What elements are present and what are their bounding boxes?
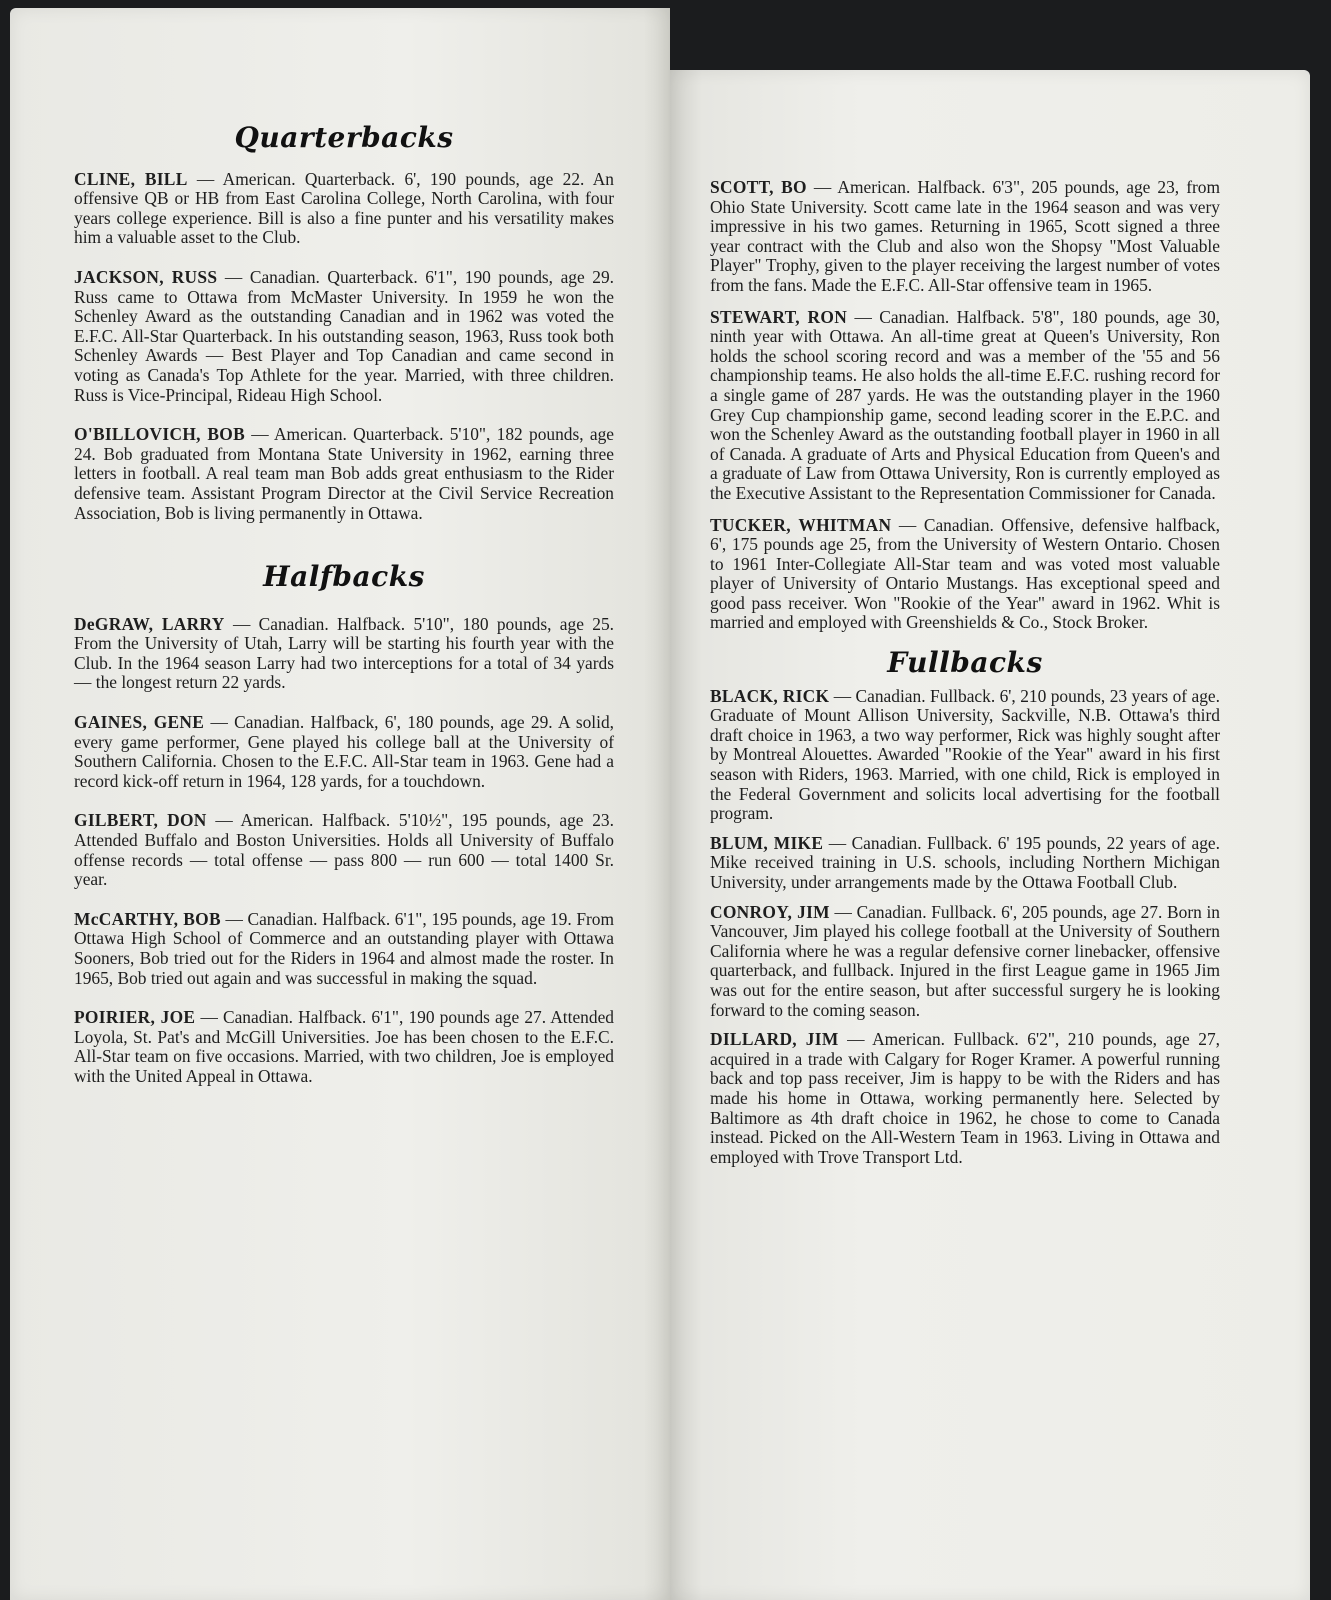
player-entry: DILLARD, JIM — American. Fullback. 6'2", 210 pounds, age 27, acquired in a trade with Calgary for Roger Kramer. A powerful running back and top pass receiver, Jim is happy to be with the Riders and has made his home in Ottawa, working permanently here. Selected by Baltimore as 4th draft choice in 1962, he chose to come to Canada instead. Picked on the All-Western Team in 1963. Living in Ottawa and employed with Trove Transport Ltd. <box>710 1029 1220 1167</box>
player-entry: CONROY, JIM — Canadian. Fullback. 6', 205 pounds, age 27. Born in Vancouver, Jim played his college football at the University of Southern California where he was a regular defensive corner linebacker, offensive quarterback, and fullback. Injured in the first League game in 1965 Jim was out for the entire season, but after successful surgery he is looking forward to the coming season. <box>710 901 1220 1020</box>
player-name: JACKSON, RUSS <box>74 266 218 287</box>
player-name: BLUM, MIKE <box>710 832 824 853</box>
player-name: O'BILLOVICH, BOB <box>74 424 246 445</box>
player-name: DeGRAW, LARRY <box>74 613 225 634</box>
player-name: TUCKER, WHITMAN <box>710 514 892 535</box>
player-bio: Canadian. Halfback, 6', 180 pounds, age 29. A solid, every game performer, Gene played his college ball at the University of Southern California. Chosen to the E.F.C. All-Star team in 1963. Gene had a record kick-off return in 1964, 128 yards, for a touchdown. <box>74 712 615 791</box>
section-heading-fullbacks: Fullbacks <box>887 646 1043 680</box>
right-page <box>670 70 1310 1600</box>
player-name: DILLARD, JIM <box>710 1029 839 1050</box>
player-bio: American. Quarterback. 6', 190 pounds, age 22. An offensive QB or HB from East Carolina College, North Carolina, with four years college experience. Bill is also a fine punter and his versatility makes him a valuable asset to the Club. <box>74 168 614 248</box>
player-name: BLACK, RICK <box>710 685 830 706</box>
player-entry: STEWART, RON — Canadian. Halfback. 5'8", 180 pounds, age 30, ninth year with Ottawa. An all-time great at Queen's University, Ron holds the school scoring record and was a member of the '55 and 56 championship teams. He also holds the all-time E.F.C. rushing record for a single game of 287 yards. He was the outstanding player in the 1960 Grey Cup championship game, second leading scorer in the E.P.C. and won the Schenley Award as the outstanding football player in 1960 in all of Canada. A graduate of Arts and Physical Education from Queen's and a graduate of Law from Ottawa University, Ron is currently employed as the Executive Assistant to the Representation Commissioner for Canada. <box>710 306 1220 503</box>
player-entry: BLUM, MIKE — Canadian. Fullback. 6' 195 pounds, 22 years of age. Mike received training in U.S. schools, including Northern Michigan University, under arrangements made by the Ottawa Football Club. <box>710 832 1220 892</box>
player-bio: Canadian. Halfback. 5'8", 180 pounds, age 30, ninth year with Ottawa. An all-time great at Queen's University, Ron holds the school scoring record and was a member of the '55 and 56 championship teams. He also holds the all-time E.F.C. rushing record for a single game of 287 yards. He was the outstanding player in the 1960 Grey Cup championship game, second leading scorer in the E.P.C. and won the Schenley Award as the outstanding football player in 1960 in all of Canada. A graduate of Arts and Physical Education from Queen's and a graduate of Law from Ottawa University, Ron is currently employed as the Executive Assistant to the Representation Commissioner for Canada. <box>710 306 1220 503</box>
player-name: McCARTHY, BOB <box>74 908 221 929</box>
player-bio: American. Quarterback. 5'10", 182 pounds, age 24. Bob graduated from Montana State University in 1962, earning three letters in football. A real team man Bob adds great enthusiasm to the Rider defensive team. Assistant Program Director at the Civil Service Recreation Association, Bob is living permanently in Ottawa. <box>74 424 614 523</box>
player-bio: Canadian. Halfback. 6'1", 195 pounds, age 19. From Ottawa High School of Commerce and an outstanding player with Ottawa Sooners, Bob tried out for the Riders in 1964 and almost made the roster. In 1965, Bob tried out again and was successful in making the squad. <box>74 908 615 988</box>
player-bio: American. Halfback. 6'3", 205 pounds, age 23, from Ohio State University. Scott came late in the 1964 season and was very impressive in his two games. Returning in 1965, Scott signed a three year contract with the Club and also won the Shopsy "Most Valuable Player" Trophy, given to the player receiving the largest number of votes from the fans. Made the E.F.C. All-Star offensive team in 1965. <box>710 177 1220 295</box>
player-name: STEWART, RON <box>710 306 848 327</box>
player-entry: BLACK, RICK — Canadian. Fullback. 6', 210 pounds, 23 years of age. Graduate of Mount Allison University, Sackville, N.B. Ottawa's third draft choice in 1963, a two way performer, Rick was highly sought after by Montreal Alouettes. Awarded "Rookie of the Year" award in his first season with Riders, 1963. Married, with one child, Rick is employed in the Federal Government and solicits local advertising for the football program. <box>710 685 1220 824</box>
player-entry: SCOTT, BO — American. Halfback. 6'3", 205 pounds, age 23, from Ohio State University. Scott came late in the 1964 season and was very impressive in his two games. Returning in 1965, Scott signed a three year contract with the Club and also won the Shopsy "Most Valuable Player" Trophy, given to the player receiving the largest number of votes from the fans. Made the E.F.C. All-Star offensive team in 1965. <box>710 177 1220 295</box>
player-name: SCOTT, BO <box>710 177 807 197</box>
player-bio: American. Halfback. 5'10½", 195 pounds, age 23. Attended Buffalo and Boston Universities. Holds all University of Buffalo offense records — total offense — pass 800 — run 600 — total 1400 Sr. year. <box>74 810 614 890</box>
player-bio: Canadian. Halfback. 5'10", 180 pounds, age 25. From the University of Utah, Larry will be starting his fourth year with the Club. In the 1964 season Larry had two interceptions for a total of 34 yards — the longest return 22 yards. <box>74 613 614 693</box>
player-entry: O'BILLOVICH, BOB — American. Quarterback. 5'10", 182 pounds, age 24. Bob graduated from Montana State University in 1962, earning three letters in football. A real team man Bob adds great enthusiasm to the Rider defensive team. Assistant Program Director at the Civil Service Recreation Association, Bob is living permanently in Ottawa. <box>74 424 614 523</box>
player-bio: Canadian. Quarterback. 6'1", 190 pounds, age 29. Russ came to Ottawa from McMaster University. In 1959 he won the Schenley Award as the outstanding Canadian and in 1962 was voted the E.F.C. All-Star Quarterback. In his outstanding season, 1963, Russ took both Schenley Awards — Best Player and Top Canadian and came second in voting as Canada's Top Athlete for the year. Married, with three children. Russ is Vice-Principal, Rideau High School. <box>74 266 614 405</box>
player-name: CONROY, JIM <box>710 901 830 922</box>
player-name: CLINE, BILL <box>74 168 188 189</box>
player-entry: CLINE, BILL — American. Quarterback. 6', 190 pounds, age 22. An offensive QB or HB from East Carolina College, North Carolina, with four years college experience. Bill is also a fine punter and his versatility makes him a valuable asset to the Club. <box>74 168 614 248</box>
player-name: GILBERT, DON <box>74 810 207 831</box>
right-column <box>710 178 1220 1187</box>
left-column <box>74 121 615 1107</box>
player-bio: Canadian. Fullback. 6', 205 pounds, age 27. Born in Vancouver, Jim played his college football at the University of Southern California where he was a regular defensive corner linebacker, offensive quarterback, and fullback. Injured in the first League game in 1965 Jim was out for the entire season, but after successful surgery he is looking forward to the coming season. <box>710 901 1220 1020</box>
player-name: GAINES, GENE <box>74 712 205 733</box>
player-entry: JACKSON, RUSS — Canadian. Quarterback. 6'1", 190 pounds, age 29. Russ came to Ottawa from McMaster University. In 1959 he won the Schenley Award as the outstanding Canadian and in 1962 was voted the E.F.C. All-Star Quarterback. In his outstanding season, 1963, Russ took both Schenley Awards — Best Player and Top Canadian and came second in voting as Canada's Top Athlete for the year. Married, with three children. Russ is Vice-Principal, Rideau High School. <box>74 266 614 405</box>
player-bio: American. Fullback. 6'2", 210 pounds, age 27, acquired in a trade with Calgary for Roger Kramer. A powerful running back and top pass receiver, Jim is happy to be with the Riders and has made his home in Ottawa, working permanently here. Selected by Baltimore as 4th draft choice in 1962, he chose to come to Canada instead. Picked on the All-Western Team in 1963. Living in Ottawa and employed with Trove Transport Ltd. <box>710 1029 1220 1167</box>
left-page <box>10 8 670 1600</box>
player-entry: McCARTHY, BOB — Canadian. Halfback. 6'1", 195 pounds, age 19. From Ottawa High School of Commerce and an outstanding player with Ottawa Sooners, Bob tried out for the Riders in 1964 and almost made the roster. In 1965, Bob tried out again and was successful in making the squad. <box>74 908 615 988</box>
player-name: POIRIER, JOE <box>74 1007 196 1028</box>
section-heading-quarterbacks: Quarterbacks <box>234 121 454 154</box>
player-entry: GAINES, GENE — Canadian. Halfback, 6', 180 pounds, age 29. A solid, every game performer, Gene played his college ball at the University of Southern California. Chosen to the E.F.C. All-Star team in 1963. Gene had a record kick-off return in 1964, 128 yards, for a touchdown. <box>74 712 615 791</box>
player-entry: TUCKER, WHITMAN — Canadian. Offensive, defensive halfback, 6', 175 pounds age 25, from the University of Western Ontario. Chosen to 1961 Inter-Collegiate All-Star team and was voted most valuable player of University of Ontario Mustangs. Has exceptional speed and good pass receiver. Won "Rookie of the Year" award in 1962. Whit is married and employed with Greenshields & Co., Stock Broker. <box>710 514 1220 633</box>
player-entry: POIRIER, JOE — Canadian. Halfback. 6'1", 190 pounds age 27. Attended Loyola, St. Pat's and McGill Universities. Joe has been chosen to the E.F.C. All-Star team on five occasions. Married, with two children, Joe is employed with the United Appeal in Ottawa. <box>74 1007 614 1086</box>
player-bio: Canadian. Offensive, defensive halfback, 6', 175 pounds age 25, from the University of Western Ontario. Chosen to 1961 Inter-Collegiate All-Star team and was voted most valuable player of University of Ontario Mustangs. Has exceptional speed and good pass receiver. Won "Rookie of the Year" award in 1962. Whit is married and employed with Greenshields & Co., Stock Broker. <box>710 514 1220 633</box>
player-bio: Canadian. Halfback. 6'1", 190 pounds age 27. Attended Loyola, St. Pat's and McGill Universities. Joe has been chosen to the E.F.C. All-Star team on five occasions. Married, with two children, Joe is employed with the United Appeal in Ottawa. <box>74 1007 614 1086</box>
player-bio: Canadian. Fullback. 6', 210 pounds, 23 years of age. Graduate of Mount Allison University, Sackville, N.B. Ottawa's third draft choice in 1963, a two way performer, Rick was highly sought after by Montreal Alouettes. Awarded "Rookie of the Year" award in his first season with Riders, 1963. Married, with one child, Rick is employed in the Federal Government and solicits local advertising for the football program. <box>710 685 1220 824</box>
section-heading-halfbacks: Halfbacks <box>263 560 425 594</box>
player-entry: DeGRAW, LARRY — Canadian. Halfback. 5'10", 180 pounds, age 25. From the University of Utah, Larry will be starting his fourth year with the Club. In the 1964 season Larry had two interceptions for a total of 34 yards — the longest return 22 yards. <box>74 613 614 693</box>
player-entry: GILBERT, DON — American. Halfback. 5'10½", 195 pounds, age 23. Attended Buffalo and Boston Universities. Holds all University of Buffalo offense records — total offense — pass 800 — run 600 — total 1400 Sr. year. <box>74 810 614 890</box>
player-bio: Canadian. Fullback. 6' 195 pounds, 22 years of age. Mike received training in U.S. schools, including Northern Michigan University, under arrangements made by the Ottawa Football Club. <box>710 832 1220 892</box>
